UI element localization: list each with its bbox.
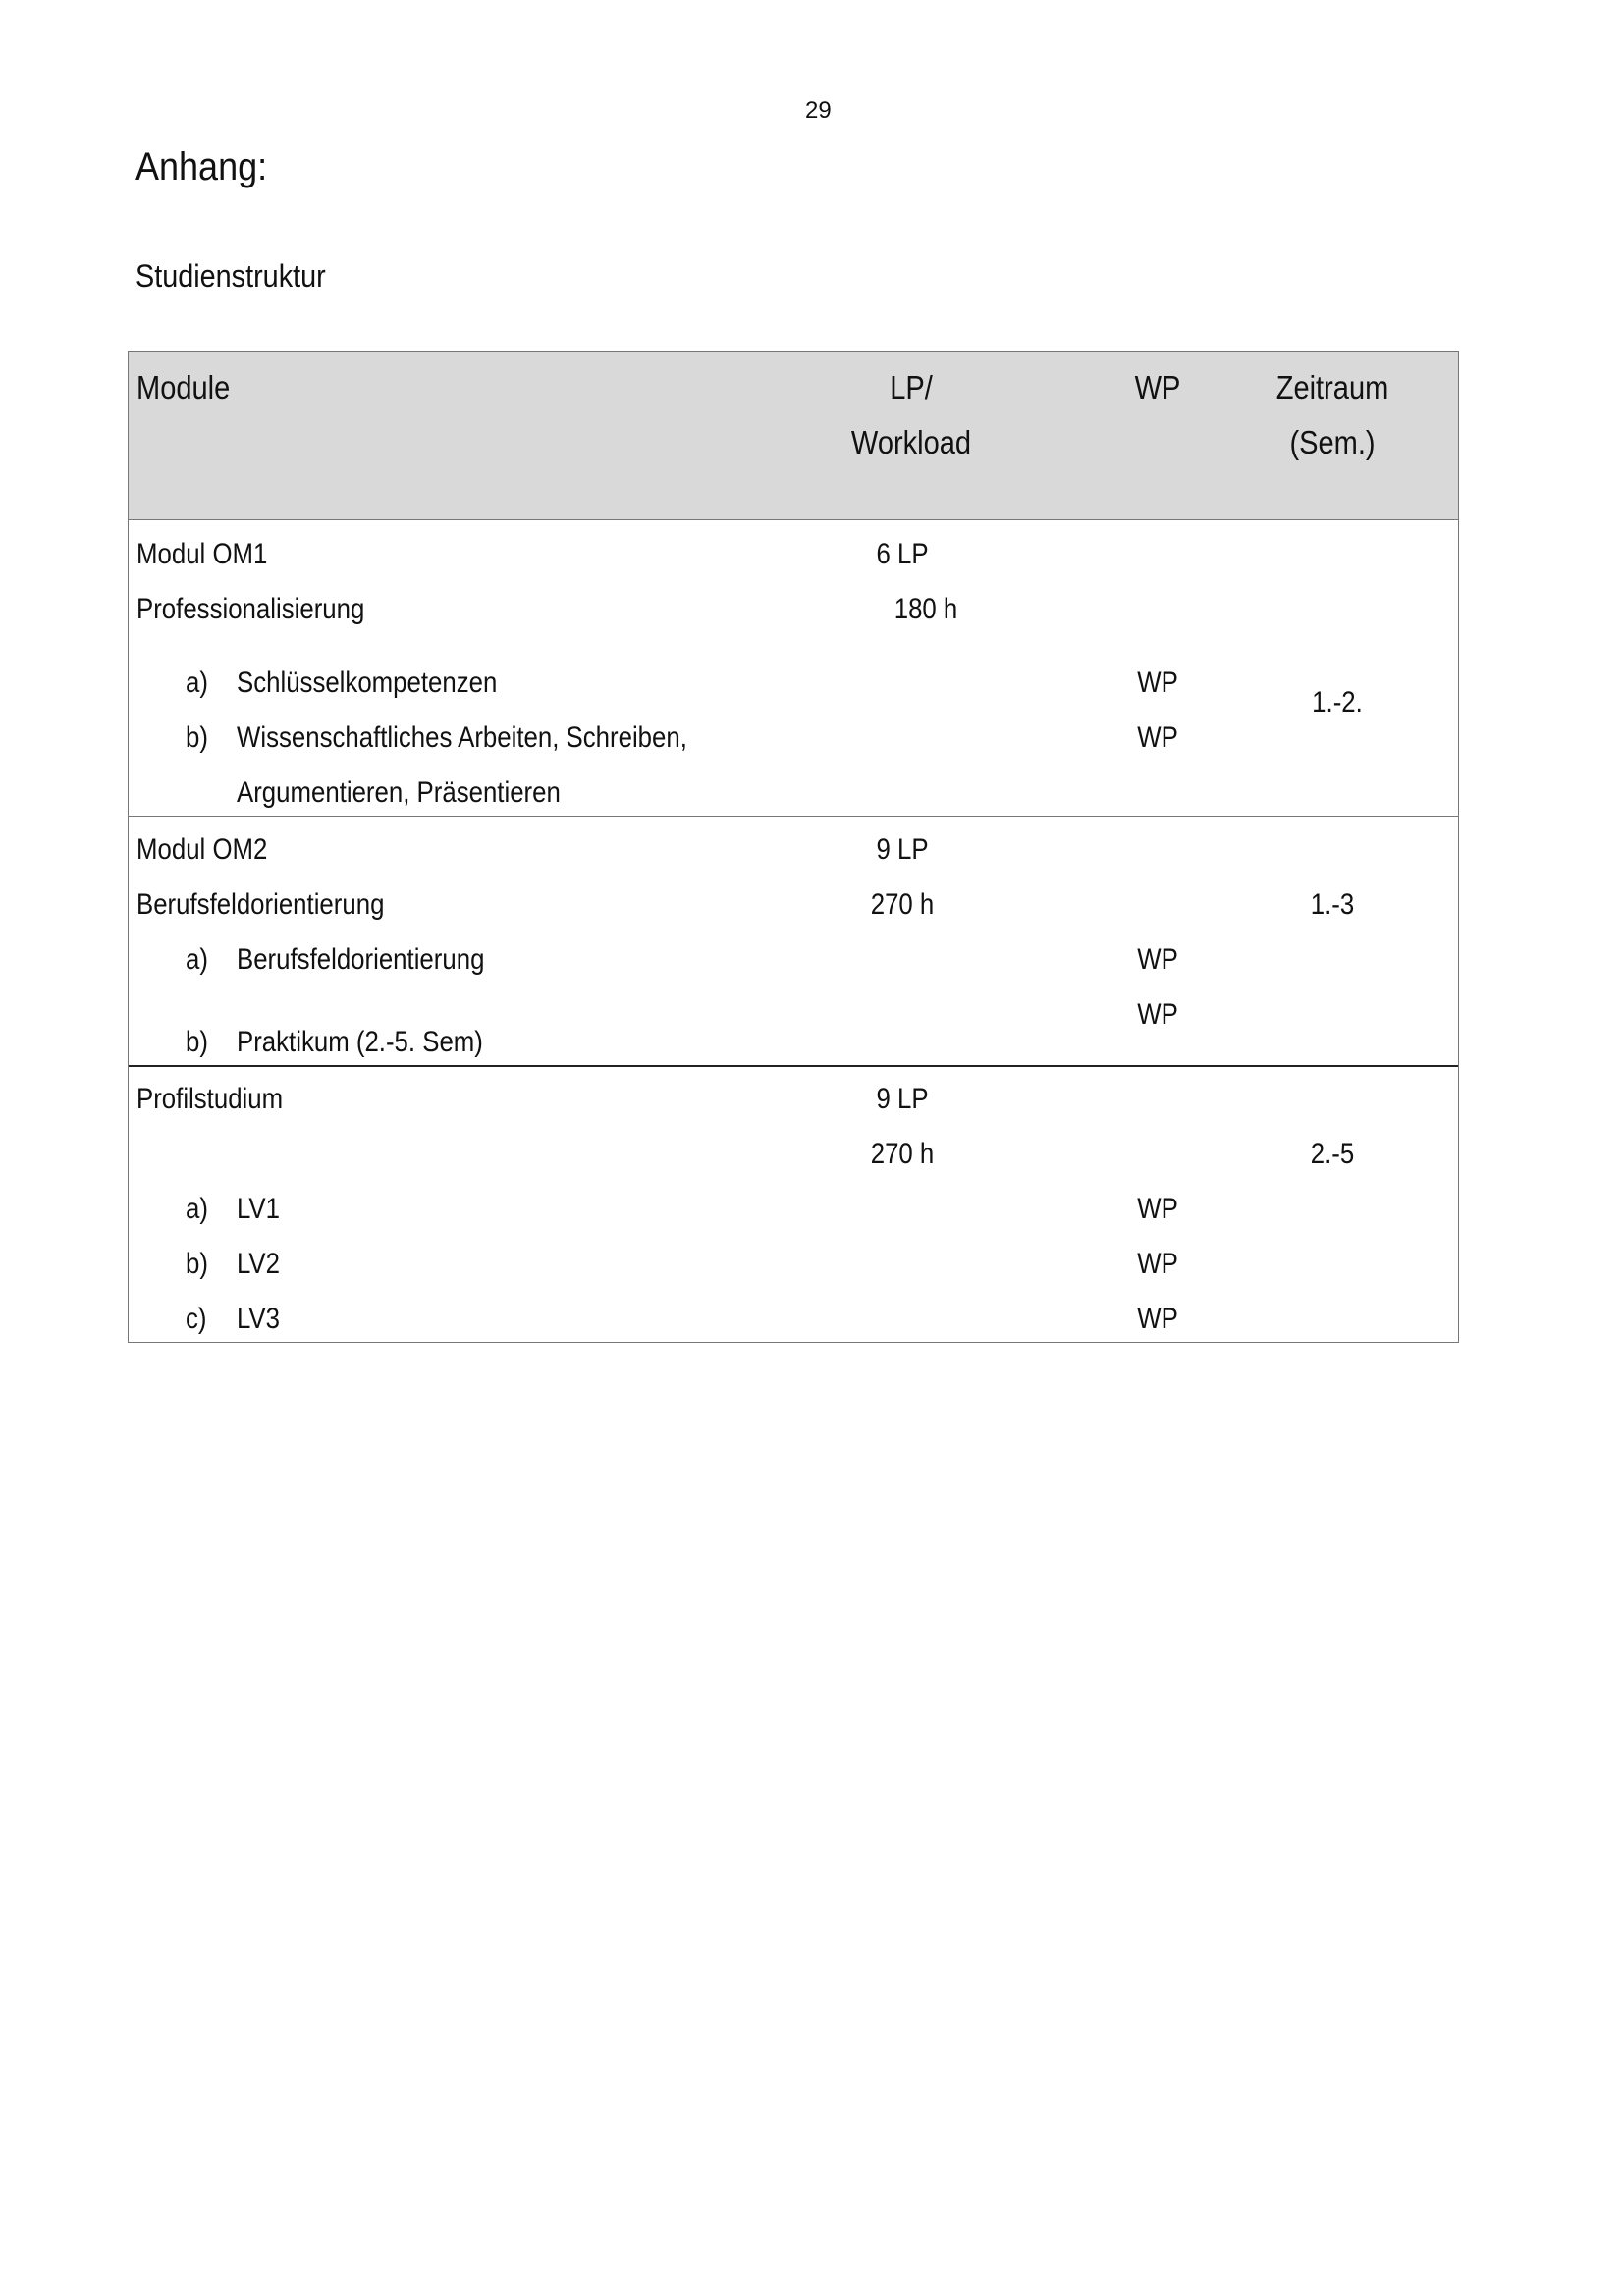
row-divider bbox=[129, 1065, 1458, 1067]
item-label: Berufsfeldorientierung bbox=[237, 943, 485, 976]
module-zeitraum: 2.-5 bbox=[1310, 1138, 1355, 1170]
item-wp: WP bbox=[1137, 943, 1178, 976]
module-lp: 6 LP bbox=[876, 538, 929, 570]
item-wp: WP bbox=[1137, 721, 1178, 754]
section-heading: Studienstruktur bbox=[135, 258, 326, 294]
item-marker: a) bbox=[186, 667, 208, 699]
module-zeitraum: 1.-3 bbox=[1310, 888, 1355, 921]
item-label: LV3 bbox=[237, 1303, 280, 1335]
item-label: Schlüsselkompetenzen bbox=[237, 667, 498, 699]
appendix-heading: Anhang: bbox=[135, 145, 268, 188]
study-structure-table bbox=[128, 351, 1459, 1343]
item-label-continued: Argumentieren, Präsentieren bbox=[237, 776, 561, 809]
header-zeitraum: Zeitraum bbox=[1275, 369, 1389, 405]
header-module: Module bbox=[136, 369, 231, 405]
module-title: Profilstudium bbox=[136, 1083, 284, 1115]
module-workload: 180 h bbox=[893, 593, 958, 625]
item-label: Praktikum (2.-5. Sem) bbox=[237, 1026, 483, 1058]
item-label: Wissenschaftliches Arbeiten, Schreiben, bbox=[237, 721, 687, 754]
item-wp: WP bbox=[1137, 1193, 1178, 1225]
item-marker: b) bbox=[186, 1248, 208, 1280]
header-wp: WP bbox=[1134, 369, 1181, 405]
module-lp: 9 LP bbox=[876, 1083, 929, 1115]
module-title: Modul OM1 bbox=[136, 538, 268, 570]
item-wp: WP bbox=[1137, 998, 1178, 1031]
item-wp: WP bbox=[1137, 667, 1178, 699]
item-wp: WP bbox=[1137, 1248, 1178, 1280]
row-divider bbox=[129, 816, 1458, 817]
item-marker: a) bbox=[186, 1193, 208, 1225]
header-workload: Workload bbox=[850, 424, 972, 460]
item-wp: WP bbox=[1137, 1303, 1178, 1335]
module-lp: 9 LP bbox=[876, 833, 929, 866]
header-lp: LP/ bbox=[890, 369, 933, 405]
header-sem: (Sem.) bbox=[1289, 424, 1376, 460]
module-name: Berufsfeldorientierung bbox=[136, 888, 385, 921]
module-name: Professionalisierung bbox=[136, 593, 365, 625]
item-marker: c) bbox=[186, 1303, 207, 1335]
module-workload: 270 h bbox=[870, 888, 935, 921]
module-zeitraum: 1.-2. bbox=[1312, 686, 1363, 719]
item-marker: b) bbox=[186, 1026, 208, 1058]
page-number: 29 bbox=[805, 97, 832, 124]
item-marker: a) bbox=[186, 943, 208, 976]
module-workload: 270 h bbox=[870, 1138, 935, 1170]
item-label: LV2 bbox=[237, 1248, 280, 1280]
module-title: Modul OM2 bbox=[136, 833, 268, 866]
item-label: LV1 bbox=[237, 1193, 280, 1225]
item-marker: b) bbox=[186, 721, 208, 754]
table-header bbox=[129, 352, 1458, 520]
